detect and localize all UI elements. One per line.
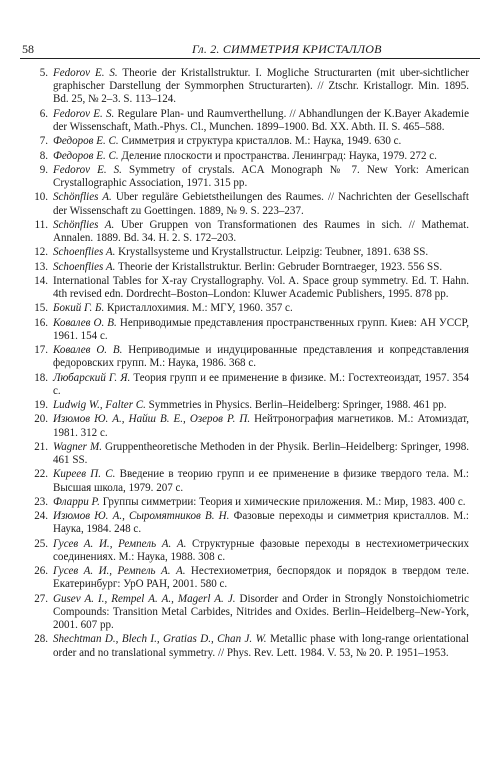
reference-number: 8. <box>39 149 48 162</box>
reference-item <box>34 593 469 633</box>
reference-item <box>34 633 469 659</box>
page-header <box>20 42 480 59</box>
reference-authors: Гусев А. И., Ремпель А. А. <box>53 565 186 578</box>
reference-authors: Киреев П. С. <box>53 468 116 481</box>
reference-authors: Shechtman D., Blech I., Gratias D., Chan J. W. <box>53 633 267 646</box>
reference-authors: Fedorov E. S. <box>53 67 118 79</box>
reference-number: 12. <box>34 246 48 259</box>
reference-number: 16. <box>34 316 48 329</box>
reference-item <box>34 261 469 274</box>
reference-item <box>34 413 469 439</box>
reference-number: 23. <box>34 495 48 508</box>
reference-number: 24. <box>34 510 48 523</box>
reference-text: Symmetries in Physics. Berlin–Heidelberg: Springer, 1988. 461 pp. <box>145 399 447 412</box>
reference-item <box>34 246 469 259</box>
reference-authors: Ludwig W., Falter C. <box>53 399 146 412</box>
reference-authors: Гусев А. И., Ремпель А. А. <box>53 537 187 550</box>
reference-authors: Schönflies A. <box>53 191 112 204</box>
reference-item <box>34 468 469 494</box>
reference-number: 11. <box>34 218 48 231</box>
reference-item <box>34 441 469 467</box>
reference-number: 28. <box>34 633 48 646</box>
reference-text: Введение в теорию групп и ее применение в физике твердого тела. М.: Высшая школа, 1979. 207 с. <box>53 468 469 494</box>
reference-authors: Gusev A. I., Rempel A. A., Magerl A. J. <box>53 592 236 605</box>
reference-number: 22. <box>34 468 48 481</box>
reference-text: Uber Gruppen von Transformationen des Raumes in sich. // Mathemat. Annalen. 1889. Bd. 34. H. 2. S. 172–203. <box>53 218 469 244</box>
reference-text: Фазовые переходы и симметрия кристаллов. М.: Наука, 1984. 248 с. <box>53 510 469 536</box>
reference-item <box>34 372 469 398</box>
reference-text: Деление плоскости и пространства. Ленинград: Наука, 1979. 272 с. <box>118 149 437 162</box>
reference-item <box>34 344 469 370</box>
reference-authors: Schoenflies A. <box>53 260 116 273</box>
reference-text: Theorie der Kristallstruktur. Berlin: Gebruder Borntraeger, 1923. 556 SS. <box>115 260 443 273</box>
reference-item <box>34 67 469 107</box>
reference-text: Неприводимые и индуцированные представления и копредставления федоровских групп. М.: Наука, 1986. 368 с. <box>53 344 469 370</box>
reference-number: 7. <box>39 135 48 148</box>
reference-number: 27. <box>34 592 48 605</box>
reference-text: Disorder and Order in Strongly Nonstoichiometric Compounds: Transition Metal Carbides, Nitrides and Oxides. Berlin–Heidelberg–New-York, 2001. 607 pp. <box>53 592 469 632</box>
reference-authors: Schoenflies A. <box>53 246 116 259</box>
reference-text: Metallic phase with long-range orientational order and no translational symmetry. // Phys. Rev. Lett. 1984. V. 53, № 20. P. 1951–1953. <box>53 633 470 659</box>
reference-item <box>34 510 469 536</box>
reference-number: 6. <box>39 107 48 120</box>
reference-authors: Ковалев О. В. <box>53 316 117 329</box>
reference-text: Структурные фазовые переходы в нестехиометрических соединениях. М.: Наука, 1988. 308 с. <box>53 537 469 563</box>
reference-text: Theorie der Kristallstruktur. I. Mogliche Structurarten (mit uber-sichtlicher graphischer Darstellung der Symmorphen Structurarten). // Ztschr. Kristallogr. Min. 1895. Bd. 25, № 2–3. S. 113–124. <box>53 67 470 106</box>
reference-item <box>34 219 469 245</box>
reference-text: Симметрия и структура кристаллов. М.: Наука, 1949. 630 с. <box>118 135 402 148</box>
reference-authors: Fedorov E. S. <box>53 107 115 120</box>
reference-number: 17. <box>34 344 48 357</box>
reference-text: Нестехиометрия, беспорядок и порядок в твердом теле. Екатеринбург: УрО РАН, 2001. 580 с. <box>53 565 469 591</box>
reference-number: 26. <box>34 565 48 578</box>
reference-text: Группы симметрии: Теория и химические приложения. М.: Мир, 1983. 400 с. <box>99 495 466 508</box>
reference-authors: Изюмов Ю. А., Найш В. Е., Озеров Р. П. <box>53 413 251 426</box>
reference-text: Regulare Plan- und Raumverthellung. // Abhandlungen der K.Bayer Akademie der Wissenschaft, Math.-Phys. Cl., Munchen. 1899–1900. Bd. XX. Abth. II. S. 465–588. <box>53 107 469 133</box>
reference-text: International Tables for X-ray Crystallography. Vol. A. Space group symmetry. Ed. T. Hahn. 4th revised edn. Dordrecht–Boston–London: Kluwer Academic Publishers, 1995. 878 pp. <box>53 274 469 301</box>
reference-item <box>34 135 469 148</box>
reference-authors: Fedorov E. S. <box>53 163 122 176</box>
reference-number: 14. <box>34 274 48 287</box>
reference-item <box>34 150 469 163</box>
reference-item <box>34 565 469 591</box>
reference-text: Krystallsysteme und Krystallstructur. Leipzig: Teubner, 1891. 638 SS. <box>115 246 429 259</box>
page-number: 58 <box>22 42 34 56</box>
reference-number: 18. <box>34 371 48 384</box>
reference-item <box>34 164 469 190</box>
reference-authors: Ковалев О. В. <box>53 344 123 357</box>
reference-text: Кристаллохимия. М.: МГУ, 1960. 357 с. <box>104 302 293 315</box>
reference-authors: Schönflies A. <box>53 218 115 231</box>
reference-text: Неприводимые представления пространственных групп. Киев: АН УССР, 1961. 154 с. <box>53 316 469 342</box>
reference-authors: Wagner M. <box>53 440 102 453</box>
reference-item <box>34 496 469 509</box>
reference-item <box>34 538 469 564</box>
reference-item <box>34 399 469 412</box>
reference-authors: Фларри Р. <box>53 495 100 508</box>
reference-authors: Бокий Г. Б. <box>53 302 105 315</box>
reference-authors: Любарский Г. Я. <box>53 371 131 384</box>
reference-text: Symmetry of crystals. ACA Monograph № 7. New York: American Crystallographic Association, 1971. 315 pp. <box>53 163 469 189</box>
reference-number: 21. <box>34 440 48 453</box>
reference-text: Uber reguläre Gebietstheilungen des Raumes. // Nachrichten der Gesellschaft der Wissenschaft zu Goettingen. 1889, № 9. S. 223–237. <box>53 191 469 217</box>
reference-number: 10. <box>34 191 48 204</box>
reference-number: 13. <box>34 260 48 273</box>
reference-text: Gruppentheoretische Methoden in der Physik. Berlin–Heidelberg: Springer, 1998. 461 SS. <box>53 440 470 467</box>
reference-number: 15. <box>34 302 48 315</box>
reference-list <box>34 67 469 661</box>
reference-number: 9. <box>39 163 48 176</box>
reference-authors: Федоров Е. С. <box>53 149 119 162</box>
reference-item <box>34 302 469 315</box>
reference-authors: Изюмов Ю. А., Сыромятников В. Н. <box>53 510 230 523</box>
reference-item <box>34 317 469 343</box>
reference-item <box>34 275 469 301</box>
reference-item <box>34 108 469 134</box>
running-title: Гл. 2. СИММЕТРИЯ КРИСТАЛЛОВ <box>192 42 382 56</box>
reference-item <box>34 191 469 217</box>
reference-authors: Федоров Е. С. <box>53 135 119 148</box>
reference-number: 25. <box>34 537 48 550</box>
reference-number: 20. <box>34 413 48 426</box>
reference-number: 19. <box>34 399 48 412</box>
reference-text: Теория групп и ее применение в физике. М.: Гостехтеоиздат, 1957. 354 с. <box>53 371 469 397</box>
reference-number: 5. <box>39 67 48 79</box>
reference-text: Нейтронография магнетиков. М.: Атомиздат, 1981. 312 с. <box>53 413 469 439</box>
